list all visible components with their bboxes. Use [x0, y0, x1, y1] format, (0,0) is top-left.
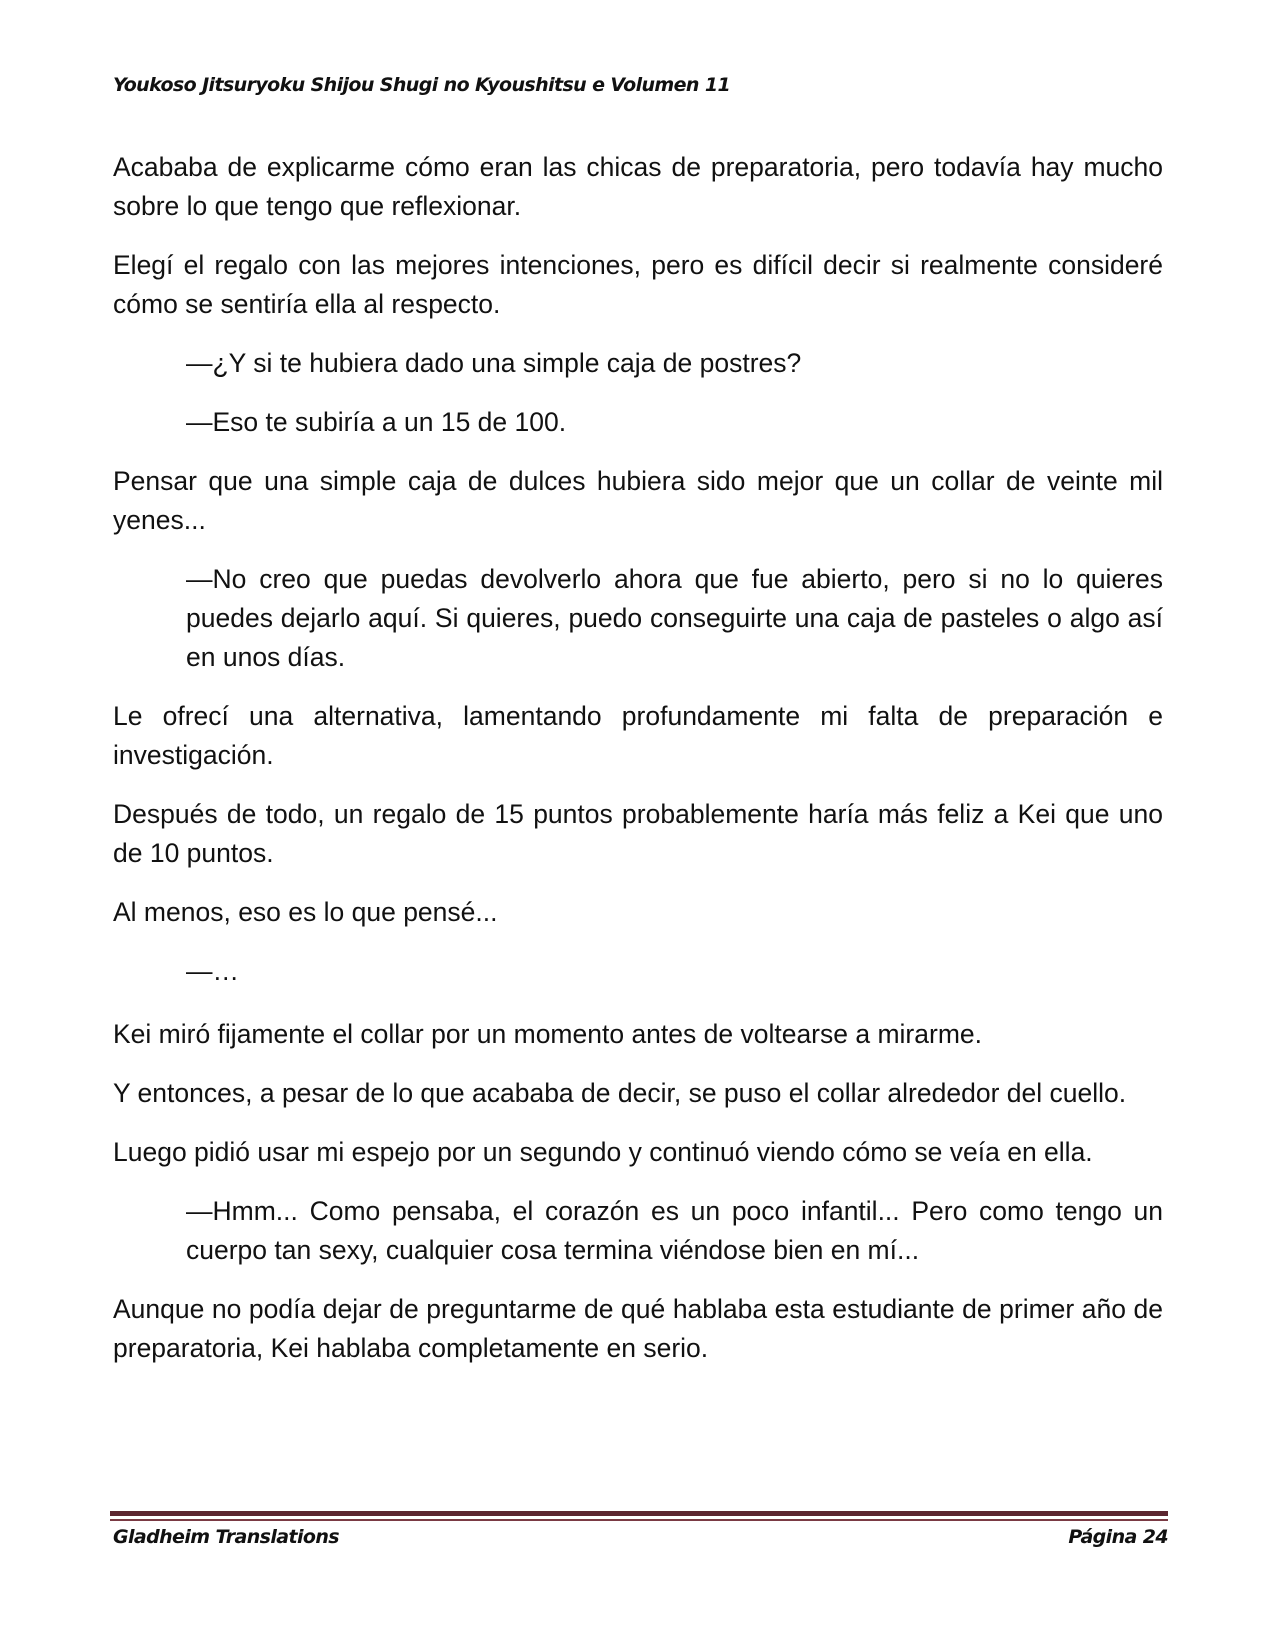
footer-rule: [110, 1511, 1168, 1516]
footer-credit: Gladheim Translations: [113, 1526, 339, 1548]
paragraph: Luego pidió usar mi espejo por un segundo y continuó viendo cómo se veía en ella.: [113, 1137, 1093, 1167]
footer-rule-thin: [110, 1519, 1168, 1521]
running-header: Youkoso Jitsuryoku Shijou Shugi no Kyoushitsu e Volumen 11: [113, 74, 731, 96]
paragraph: Aunque no podía dejar de preguntarme de qué hablaba esta estudiante de primer año de preparatoria, Kei hablaba completamente en serio.: [113, 1294, 1163, 1363]
paragraph: Elegí el regalo con las mejores intenciones, pero es difícil decir si realmente consideré cómo se sentiría ella al respecto.: [113, 250, 1163, 319]
paragraph: Acababa de explicarme cómo eran las chicas de preparatoria, pero todavía hay mucho sobre lo que tengo que reflexionar.: [113, 152, 1163, 221]
paragraph: Y entonces, a pesar de lo que acababa de decir, se puso el collar alrededor del cuello.: [113, 1078, 1127, 1108]
paragraph: Kei miró fijamente el collar por un momento antes de voltearse a mirarme.: [113, 1019, 982, 1049]
paragraph: Después de todo, un regalo de 15 puntos probablemente haría más feliz a Kei que uno de 10 puntos.: [113, 799, 1163, 868]
page-body: [113, 148, 1163, 1388]
dialogue-line: —¿Y si te hubiera dado una simple caja de postres?: [186, 348, 802, 378]
page-number: Página 24: [1068, 1526, 1168, 1548]
paragraph: Le ofrecí una alternativa, lamentando profundamente mi falta de preparación e investigación.: [113, 701, 1163, 770]
dialogue-line: —…: [186, 956, 239, 986]
dialogue-line: —Eso te subiría a un 15 de 100.: [186, 407, 567, 437]
dialogue-line: —Hmm... Como pensaba, el corazón es un poco infantil... Pero como tengo un cuerpo tan sexy, cualquier cosa termina viéndose bien en mí...: [186, 1196, 1163, 1265]
dialogue-line: —No creo que puedas devolverlo ahora que fue abierto, pero si no lo quieres puedes dejarlo aquí. Si quieres, puedo conseguirte una caja de pasteles o algo así en unos días.: [186, 564, 1163, 672]
paragraph: Al menos, eso es lo que pensé...: [113, 897, 498, 927]
paragraph: Pensar que una simple caja de dulces hubiera sido mejor que un collar de veinte mil yenes...: [113, 466, 1163, 535]
